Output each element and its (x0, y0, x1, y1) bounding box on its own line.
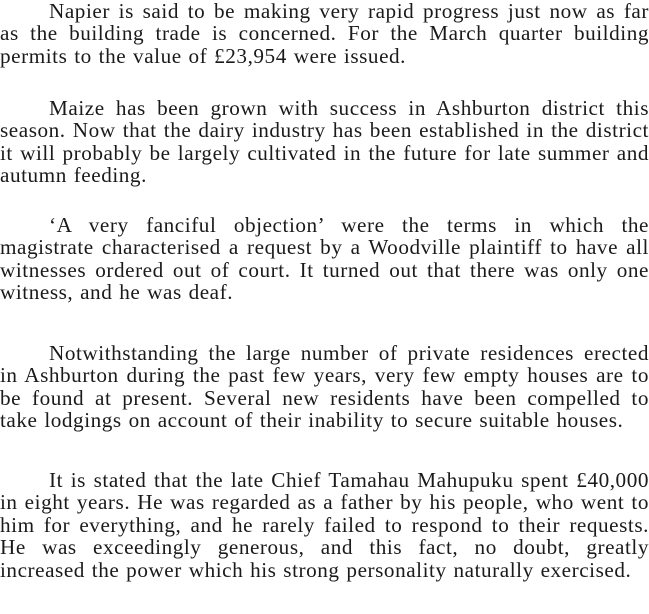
paragraph-napier-building: Napier is said to be making very rapid progress just now as far as the building trade is concerned. For the March quarter building permits to the value of £23,954 were issued. (0, 0, 649, 68)
paragraph-ashburton-residences: Notwithstanding the large number of private residences erected in Ashburton during the past few years, very few empty houses are to be found at present. Several new residents have been compelled to take lodgings on account of their inability to secure suitable houses. (0, 341, 649, 433)
paragraph-maize-ashburton: Maize has been grown with success in Ashburton district this season. Now that the dairy industry has been established in the district it will probably be largely cultivated in the future for late summer and autumn feeding. (0, 96, 649, 188)
paragraph-woodville-objection: ‘A very fanciful objection’ were the terms in which the magistrate characterised a request by a Woodville plaintiff to have all witnesses ordered out of court. It turned out that there was only one witness, and he was deaf. (0, 213, 649, 305)
paragraph-chief-tamahau: It is stated that the late Chief Tamahau Mahupuku spent £40,000 in eight years. He was regarded as a father by his people, who went to him for everything, and he rarely failed to respond to their requests. He was exceedingly generous, and this fact, no doubt, greatly increased the power which his strong personality naturally exercised. (0, 468, 649, 582)
